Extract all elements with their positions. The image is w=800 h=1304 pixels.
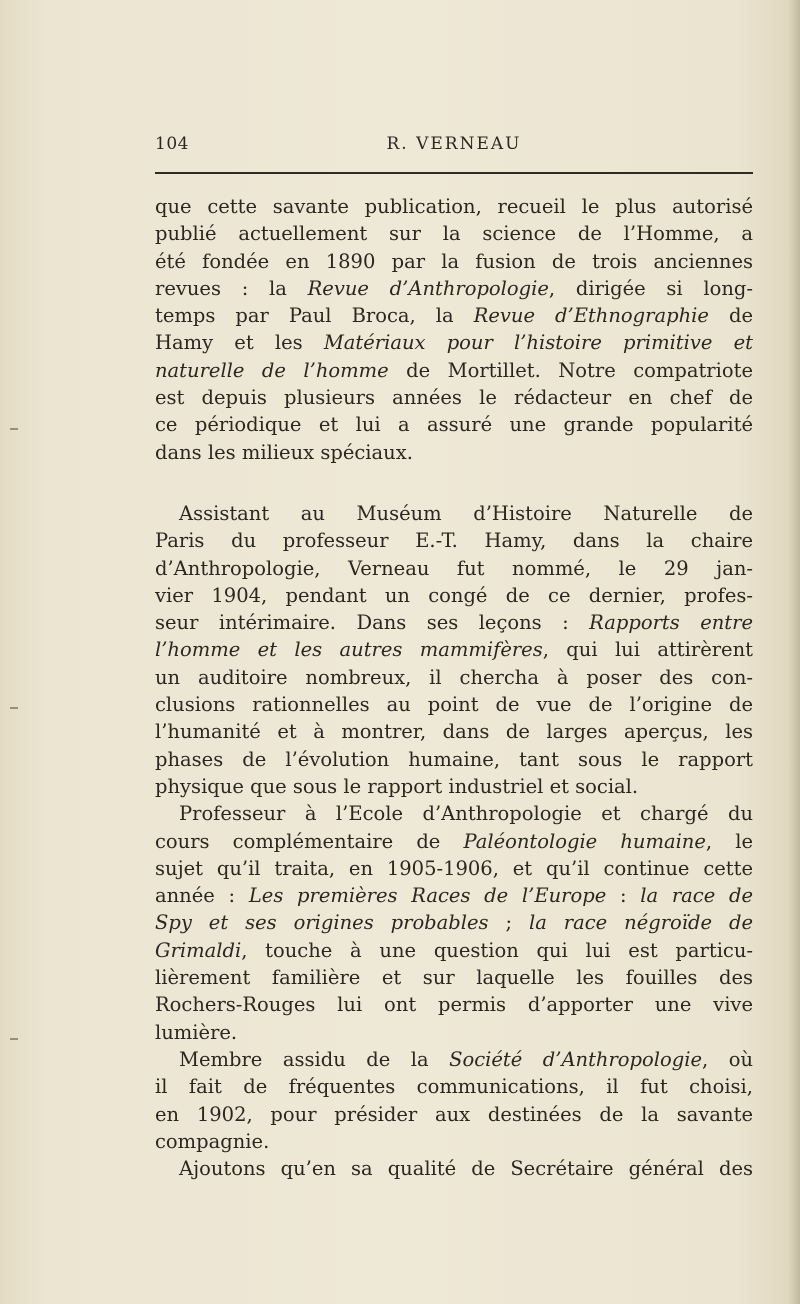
text-line bbox=[155, 1101, 753, 1128]
text-segment: un auditoire nombreux, il chercha à poser des con- bbox=[155, 665, 753, 689]
text-line bbox=[155, 691, 753, 718]
text-line bbox=[155, 609, 753, 636]
text-segment: Assistant au Muséum d’Histoire Naturelle de bbox=[179, 501, 753, 525]
italic-title-text: Spy et ses origines probables bbox=[155, 911, 489, 935]
text-line bbox=[155, 275, 753, 302]
text-segment: sujet qu’il traita, en 1905-1906, et qu’il continue cette bbox=[155, 856, 753, 880]
italic-title-text: Rapports entre bbox=[589, 611, 753, 635]
text-line bbox=[155, 1128, 753, 1155]
text-line bbox=[155, 1073, 753, 1100]
running-head-author: R. VERNEAU bbox=[386, 134, 522, 154]
text-line bbox=[155, 773, 753, 800]
text-segment: Membre assidu de la bbox=[179, 1047, 450, 1071]
page-edge-shadow bbox=[788, 0, 800, 1304]
text-segment: été fondée en 1890 par la fusion de trois anciennes bbox=[155, 249, 753, 273]
text-line bbox=[155, 855, 753, 882]
text-segment: Rochers-Rouges lui ont permis d’apporter une vive bbox=[155, 993, 753, 1017]
text-segment: , qui lui attirèrent bbox=[542, 638, 753, 662]
text-line bbox=[155, 1155, 753, 1182]
text-segment: année : bbox=[155, 884, 249, 908]
text-line bbox=[155, 636, 753, 663]
text-segment: il fait de fréquentes communications, il fut choisi, bbox=[155, 1075, 753, 1099]
text-segment: phases de l’évolution humaine, tant sous le rapport bbox=[155, 747, 753, 771]
text-segment: , dirigée si long- bbox=[548, 276, 753, 300]
text-line bbox=[155, 439, 753, 466]
text-line bbox=[155, 193, 753, 220]
paragraph-gap bbox=[155, 466, 753, 500]
text-line bbox=[155, 329, 753, 356]
page-number: 104 bbox=[155, 134, 189, 154]
text-segment: lièrement familière et sur laquelle les fouilles des bbox=[155, 966, 753, 990]
text-segment: , le bbox=[705, 829, 753, 853]
text-segment: d’Anthropologie, Verneau fut nommé, le 29 jan- bbox=[155, 556, 753, 580]
text-segment: compagnie. bbox=[155, 1129, 270, 1153]
text-line bbox=[155, 882, 753, 909]
text-line bbox=[155, 828, 753, 855]
text-line bbox=[155, 411, 753, 438]
italic-title-text: Revue d’Ethnographie bbox=[473, 304, 709, 328]
text-segment: clusions rationnelles au point de vue de l’origine de bbox=[155, 693, 753, 717]
text-segment: Ajoutons qu’en sa qualité de Secrétaire général des bbox=[179, 1157, 753, 1181]
margin-dash bbox=[10, 707, 18, 709]
italic-title-text: Matériaux pour l’histoire primitive et bbox=[323, 331, 753, 355]
text-line bbox=[155, 746, 753, 773]
text-segment: revues : la bbox=[155, 276, 308, 300]
text-line bbox=[155, 937, 753, 964]
italic-title-text: l’homme et les autres mammifères bbox=[155, 638, 543, 662]
text-segment: seur intérimaire. Dans ses leçons : bbox=[155, 611, 590, 635]
text-line bbox=[155, 220, 753, 247]
italic-title-text: Paléontologie humaine bbox=[463, 829, 706, 853]
text-line bbox=[155, 909, 753, 936]
text-segment: Hamy et les bbox=[155, 331, 324, 355]
text-segment: de bbox=[708, 304, 753, 328]
text-segment: , touche à une question qui lui est particu- bbox=[241, 938, 753, 962]
italic-title-text: Grimaldi bbox=[155, 938, 242, 962]
text-line bbox=[155, 991, 753, 1018]
italic-title-text: Les premières Races de l’Europe bbox=[248, 884, 607, 908]
text-line bbox=[155, 302, 753, 329]
text-segment: ; bbox=[488, 911, 529, 935]
text-line bbox=[155, 964, 753, 991]
text-segment: lumière. bbox=[155, 1020, 238, 1044]
text-line bbox=[155, 718, 753, 745]
text-segment: ce périodique et lui a assuré une grande popularité bbox=[155, 413, 753, 437]
text-segment: de Mortillet. Notre compatriote bbox=[388, 358, 753, 382]
text-segment: dans les milieux spéciaux. bbox=[155, 440, 413, 464]
text-segment: publié actuellement sur la science de l’Homme, a bbox=[155, 222, 753, 246]
text-segment: : bbox=[606, 884, 641, 908]
text-line bbox=[155, 527, 753, 554]
text-line bbox=[155, 500, 753, 527]
text-segment: cours complémentaire de bbox=[155, 829, 464, 853]
text-segment: Paris du professeur E.-T. Hamy, dans la chaire bbox=[155, 529, 753, 553]
italic-title-text: la race de bbox=[640, 884, 753, 908]
text-line bbox=[155, 555, 753, 582]
margin-dash bbox=[10, 1038, 18, 1040]
italic-title-text: la race négroïde de bbox=[529, 911, 753, 935]
body-text bbox=[155, 193, 753, 1182]
italic-title-text: naturelle de l’homme bbox=[155, 358, 389, 382]
text-segment: l’humanité et à montrer, dans de larges aperçus, les bbox=[155, 720, 753, 744]
text-segment: physique que sous le rapport industriel et social. bbox=[155, 774, 639, 798]
text-segment: , où bbox=[702, 1047, 754, 1071]
text-segment: que cette savante publication, recueil le plus autorisé bbox=[155, 195, 753, 218]
text-line bbox=[155, 800, 753, 827]
text-segment: vier 1904, pendant un congé de ce dernier, profes- bbox=[155, 583, 753, 607]
margin-dash bbox=[10, 428, 18, 430]
text-segment: Professeur à l’Ecole d’Anthropologie et chargé du bbox=[179, 802, 753, 826]
header-rule bbox=[155, 172, 753, 174]
text-line bbox=[155, 384, 753, 411]
text-line bbox=[155, 582, 753, 609]
text-segment: temps par Paul Broca, la bbox=[155, 304, 474, 328]
running-head bbox=[155, 134, 753, 158]
text-line bbox=[155, 664, 753, 691]
text-line bbox=[155, 1046, 753, 1073]
text-segment: est depuis plusieurs années le rédacteur en chef de bbox=[155, 386, 753, 410]
text-line bbox=[155, 248, 753, 275]
text-line bbox=[155, 1019, 753, 1046]
text-line bbox=[155, 357, 753, 384]
italic-title-text: Revue d’Anthropologie bbox=[307, 276, 549, 300]
text-segment: en 1902, pour présider aux destinées de la savante bbox=[155, 1102, 753, 1126]
italic-title-text: Société d’Anthropologie bbox=[449, 1047, 703, 1071]
